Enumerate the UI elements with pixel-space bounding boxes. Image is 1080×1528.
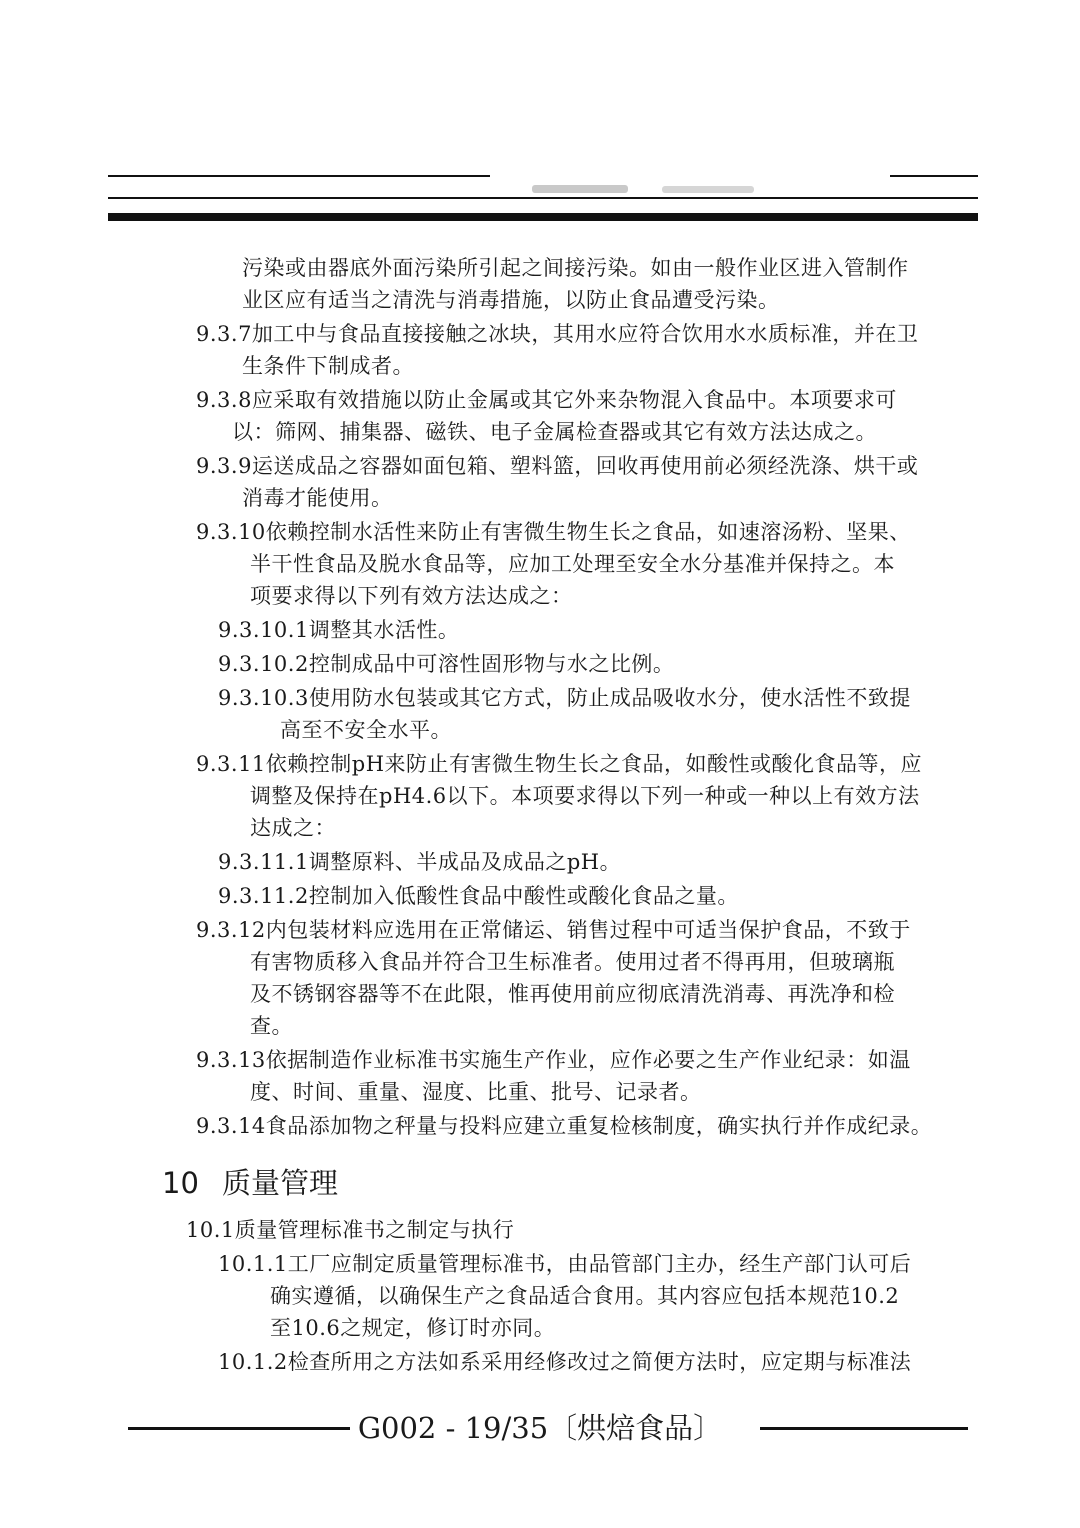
clause-9-3-10: 9.3.10依赖控制水活性来防止有害微生物生长之食品，如速溶汤粉、坚果、 xyxy=(196,520,911,544)
body-line: 项要求得以下列有效方法达成之： xyxy=(250,584,573,608)
clause-9-3-10-2: 9.3.10.2控制成品中可溶性固形物与水之比例。 xyxy=(218,652,675,676)
body-line: 有害物质移入食品并符合卫生标准者。使用过者不得再用，但玻璃瓶 xyxy=(250,950,895,974)
section-number: 10 xyxy=(162,1166,199,1200)
clause-9-3-8: 9.3.8应采取有效措施以防止金属或其它外来杂物混入食品中。本项要求可 xyxy=(196,388,897,412)
body-line: 调整及保持在pH4.6以下。本项要求得以下列一种或一种以上有效方法 xyxy=(250,784,920,808)
body-line: 度、时间、重量、湿度、比重、批号、记录者。 xyxy=(250,1080,702,1104)
clause-9-3-9: 9.3.9运送成品之容器如面包箱、塑料篮，回收再使用前必须经洗涤、烘干或 xyxy=(196,454,919,478)
clause-10-1-1: 10.1.1工厂应制定质量管理标准书，由品管部门主办，经生产部门认可后 xyxy=(218,1252,912,1276)
clause-9-3-14: 9.3.14食品添加物之秤量与投料应建立重复检核制度，确实执行并作成纪录。 xyxy=(196,1114,933,1138)
body-line: 确实遵循，以确保生产之食品适合食用。其内容应包括本规范10.2 xyxy=(270,1284,900,1308)
body-line: 及不锈钢容器等不在此限，惟再使用前应彻底清洗消毒、再洗净和检 xyxy=(250,982,895,1006)
header-scan-smudge-2 xyxy=(662,186,754,193)
body-line: 污染或由器底外面污染所引起之间接污染。如由一般作业区进入管制作 xyxy=(242,256,909,280)
body-line: 达成之： xyxy=(250,816,336,840)
body-line: 消毒才能使用。 xyxy=(242,486,393,510)
clause-9-3-10-1: 9.3.10.1调整其水活性。 xyxy=(218,618,460,642)
clause-10-1-2: 10.1.2检查所用之方法如系采用经修改过之简便方法时，应定期与标准法 xyxy=(218,1350,912,1374)
header-rule-top-right xyxy=(890,175,978,177)
clause-9-3-7: 9.3.7加工中与食品直接接触之冰块，其用水应符合饮用水水质标准，并在卫 xyxy=(196,322,919,346)
body-line: 半干性食品及脱水食品等，应加工处理至安全水分基准并保持之。本 xyxy=(250,552,895,576)
page-footer-label: G002 - 19/35〔烘焙食品〕 xyxy=(357,1411,723,1445)
body-line: 查。 xyxy=(250,1014,293,1038)
header-rule-thin xyxy=(108,197,978,199)
body-line: 至10.6之规定，修订时亦同。 xyxy=(270,1316,556,1340)
header-scan-smudge xyxy=(532,185,628,193)
clause-9-3-11-1: 9.3.11.1调整原料、半成品及成品之pH。 xyxy=(218,850,622,874)
header-rule-top-left xyxy=(108,175,490,177)
clause-9-3-11: 9.3.11依赖控制pH来防止有害微生物生长之食品，如酸性或酸化食品等，应 xyxy=(196,752,923,776)
clause-9-3-11-2: 9.3.11.2控制加入低酸性食品中酸性或酸化食品之量。 xyxy=(218,884,739,908)
clause-10-1: 10.1质量管理标准书之制定与执行 xyxy=(186,1218,515,1242)
body-line: 业区应有适当之清洗与消毒措施，以防止食品遭受污染。 xyxy=(242,288,780,312)
clause-9-3-10-3: 9.3.10.3使用防水包装或其它方式，防止成品吸收水分，使水活性不致提 xyxy=(218,686,911,710)
header-rule-thick xyxy=(108,213,978,221)
section-title: 质量管理 xyxy=(222,1166,339,1200)
body-line: 以：筛网、捕集器、磁铁、电子金属检查器或其它有效方法达成之。 xyxy=(232,420,877,444)
clause-9-3-12: 9.3.12内包装材料应选用在正常储运、销售过程中可适当保护食品，不致于 xyxy=(196,918,911,942)
clause-9-3-13: 9.3.13依据制造作业标准书实施生产作业，应作必要之生产作业纪录：如温 xyxy=(196,1048,911,1072)
body-line: 高至不安全水平。 xyxy=(280,718,452,742)
body-line: 生条件下制成者。 xyxy=(242,354,414,378)
